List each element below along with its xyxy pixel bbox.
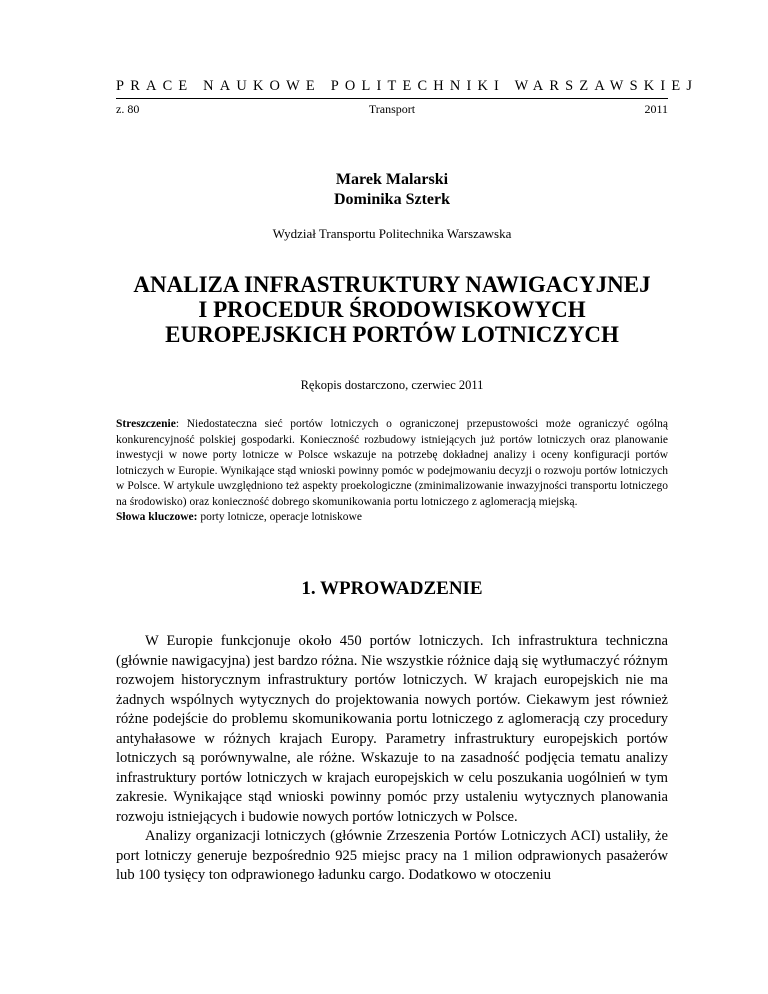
- abstract-text: [116, 417, 668, 510]
- author-name: Marek Malarski: [335, 171, 449, 188]
- abstract-label: Streszczenie: [116, 418, 176, 430]
- authors: [116, 170, 668, 210]
- title-line: I PROCEDUR ŚRODOWISKOWYCH: [198, 297, 586, 322]
- keywords-label: Słowa kluczowe:: [116, 511, 198, 523]
- title-line: EUROPEJSKICH PORTÓW LOTNICZYCH: [165, 322, 619, 347]
- section-heading: 1. WPROWADZENIE: [301, 578, 483, 599]
- section-body: [116, 632, 668, 886]
- author-name: Dominika Szterk: [334, 191, 450, 208]
- abstract: [116, 417, 668, 526]
- paragraph: Analizy organizacji lotniczych (głównie Zrzeszenia Portów Lotniczych ACI) ustaliły, że port lotniczy generuje bezpośrednio 925 miejsc pracy na 1 milion odprawionych pasażerów lub 100 tysięcy ton odprawionego ładunku cargo. Dodatkowo w otoczeniu: [116, 828, 668, 883]
- publication-year: 2011: [644, 102, 668, 116]
- journal-name: PRACE NAUKOWE POLITECHNIKI WARSZAWSKIEJ: [116, 78, 699, 94]
- paper-title: [116, 272, 668, 347]
- affiliation: Wydział Transportu Politechnika Warszawska: [272, 226, 512, 241]
- paragraph: W Europie funkcjonuje około 450 portów lotniczych. Ich infrastruktura techniczna (głównie nawigacyjna) jest bardzo różna. Nie wszystkie różnice dają się wytłumaczyć różnym rozwojem historycznym infrastruktury portów lotniczych. W krajach europejskich nie ma żadnych wspólnych wytycznych do projektowania nowych portów. Ciekawym jest również różne podejście do problemu skomunikowania portu lotniczego z aglomeracją czy procedury antyhałasowe w różnych krajach Europy. Parametry infrastruktury europejskich portów lotniczych są porównywalne, ale różne. Wskazuje to na zasadność podjęcia tematu analizy infrastruktury portów lotniczych w krajach europejskich w celu poszukania uogólnień w tym zakresie. Wynikające stąd wnioski powinny pomóc przy ustaleniu wytycznych planowania rozwoju istniejących i budowie nowych portów lotniczych w Polsce.: [116, 633, 668, 825]
- title-line: ANALIZA INFRASTRUKTURY NAWIGACYJNEJ: [133, 272, 651, 297]
- header-divider: [116, 98, 668, 99]
- keywords: [116, 510, 668, 526]
- keywords-list: porty lotnicze, operacje lotniskowe: [197, 511, 362, 523]
- issue-number: z. 80: [116, 102, 140, 116]
- received-date: Rękopis dostarczono, czerwiec 2011: [300, 378, 484, 392]
- abstract-body: : Niedostateczna sieć portów lotniczych o ograniczonej przepustowości może ograniczyć ogólną konkurencyjność polskiej gospodarki. Konieczność rozbudowy istniejących już portów lotniczych oraz planowanie inwestycji w nowe porty lotnicze w Polsce wskazuje na potrzebę dokładnej analizy i oceny konfiguracji portów lotniczych w Europie. Wynikające stąd wnioski powinny pomóc w podejmowaniu decyzji o rozwoju portów lotniczych w Polsce. W artykule uwzględniono też aspekty proekologiczne (zminimalizowanie inwazyjności transportu lotniczego na środowisko) oraz konieczność dobrego skomunikowania portu lotniczego z aglomeracją miejską.: [116, 418, 668, 508]
- series-name: Transport: [368, 102, 416, 116]
